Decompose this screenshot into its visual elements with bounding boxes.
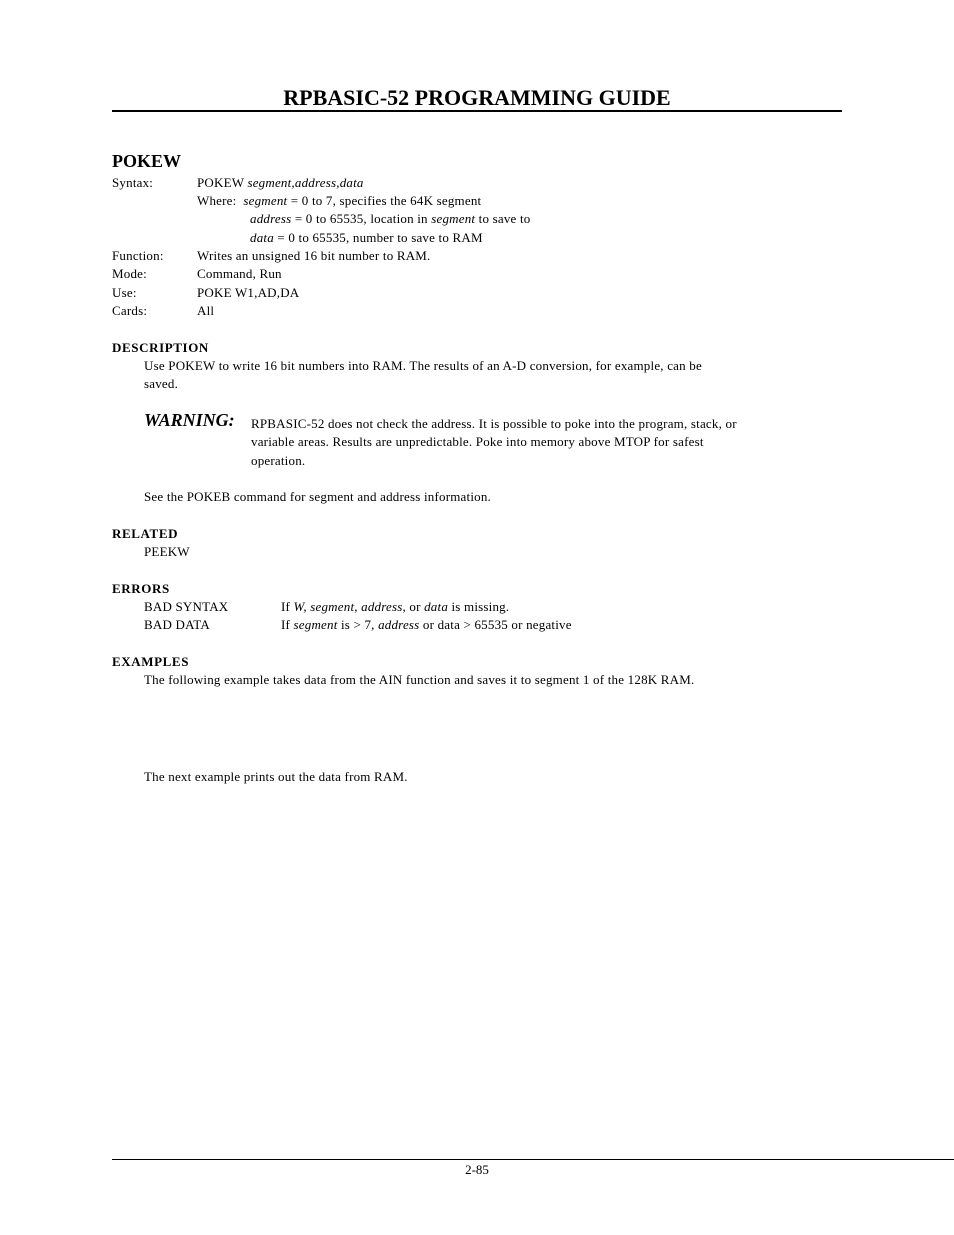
error-desc-text: is > 7, bbox=[337, 617, 379, 632]
field-value-function: Writes an unsigned 16 bit number to RAM. bbox=[197, 248, 431, 263]
page-number: 2-85 bbox=[465, 1162, 489, 1177]
page-title: RPBASIC-52 PROGRAMMING GUIDE bbox=[283, 85, 671, 110]
error-code-bad-data: BAD DATA bbox=[144, 617, 210, 632]
field-label-use: Use: bbox=[112, 285, 137, 300]
see-also-text: See the POKEB command for segment and address information. bbox=[144, 489, 491, 504]
error-desc-bad-data bbox=[281, 617, 572, 633]
where-label: Where: bbox=[197, 193, 237, 208]
examples-next: The next example prints out the data from RAM. bbox=[144, 769, 408, 784]
param-address-line bbox=[250, 211, 531, 227]
field-label-cards: Cards: bbox=[112, 303, 148, 318]
error-code-bad-syntax: BAD SYNTAX bbox=[144, 599, 229, 614]
param-name-segment: segment bbox=[243, 193, 288, 208]
syntax-command: POKEW bbox=[197, 175, 244, 190]
param-name-address: address bbox=[250, 211, 292, 226]
examples-intro: The following example takes data from the AIN function and saves it to segment 1 of the 128K RAM. bbox=[144, 672, 695, 687]
param-desc-address: = 0 to 65535, location in bbox=[291, 211, 432, 226]
error-desc-text: or data > 65535 or negative bbox=[419, 617, 572, 632]
error-desc-ital: data bbox=[424, 599, 449, 614]
where-line bbox=[197, 193, 481, 209]
error-desc-ital: segment bbox=[293, 617, 338, 632]
field-value-mode: Command, Run bbox=[197, 266, 282, 281]
warning-label: WARNING: bbox=[144, 410, 235, 430]
related-item: PEEKW bbox=[144, 544, 190, 559]
param-name-data: data bbox=[250, 230, 274, 245]
syntax-args: segment,address,data bbox=[247, 175, 364, 190]
section-heading-related: RELATED bbox=[112, 526, 179, 541]
field-label-function: Function: bbox=[112, 248, 164, 263]
param-data-line bbox=[250, 230, 483, 246]
footer-rule bbox=[112, 1159, 954, 1160]
field-value-cards: All bbox=[197, 303, 215, 318]
param-desc-segment: = 0 to 7, specifies the 64K segment bbox=[287, 193, 482, 208]
param-desc-data: = 0 to 65535, number to save to RAM bbox=[273, 230, 483, 245]
field-label-mode: Mode: bbox=[112, 266, 147, 281]
error-desc-ital: address bbox=[378, 617, 420, 632]
field-value-use: POKE W1,AD,DA bbox=[197, 285, 300, 300]
error-desc-ital: W, segment, address bbox=[293, 599, 403, 614]
section-heading-examples: EXAMPLES bbox=[112, 654, 190, 669]
command-name: POKEW bbox=[112, 151, 182, 171]
error-desc-text: is missing. bbox=[448, 599, 510, 614]
section-heading-errors: ERRORS bbox=[112, 581, 170, 596]
header-rule bbox=[112, 110, 842, 112]
section-heading-description: DESCRIPTION bbox=[112, 340, 209, 355]
description-line-2: saved. bbox=[144, 376, 179, 391]
description-line-1: Use POKEW to write 16 bit numbers into RAM. The results of an A-D conversion, for example, can be bbox=[144, 358, 702, 373]
warning-line-1: RPBASIC-52 does not check the address. It is possible to poke into the program, stack, or bbox=[251, 416, 737, 431]
error-desc-text: If bbox=[281, 617, 294, 632]
error-desc-text: , or bbox=[402, 599, 425, 614]
param-desc-address-post: to save to bbox=[475, 211, 531, 226]
error-desc-text: If bbox=[281, 599, 294, 614]
warning-line-3: operation. bbox=[251, 453, 306, 468]
error-desc-bad-syntax bbox=[281, 599, 509, 615]
syntax-line bbox=[197, 175, 364, 191]
warning-line-2: variable areas. Results are unpredictable. Poke into memory above MTOP for safest bbox=[251, 434, 704, 449]
syntax-label: Syntax: bbox=[112, 175, 154, 190]
param-desc-address-ital: segment bbox=[431, 211, 476, 226]
